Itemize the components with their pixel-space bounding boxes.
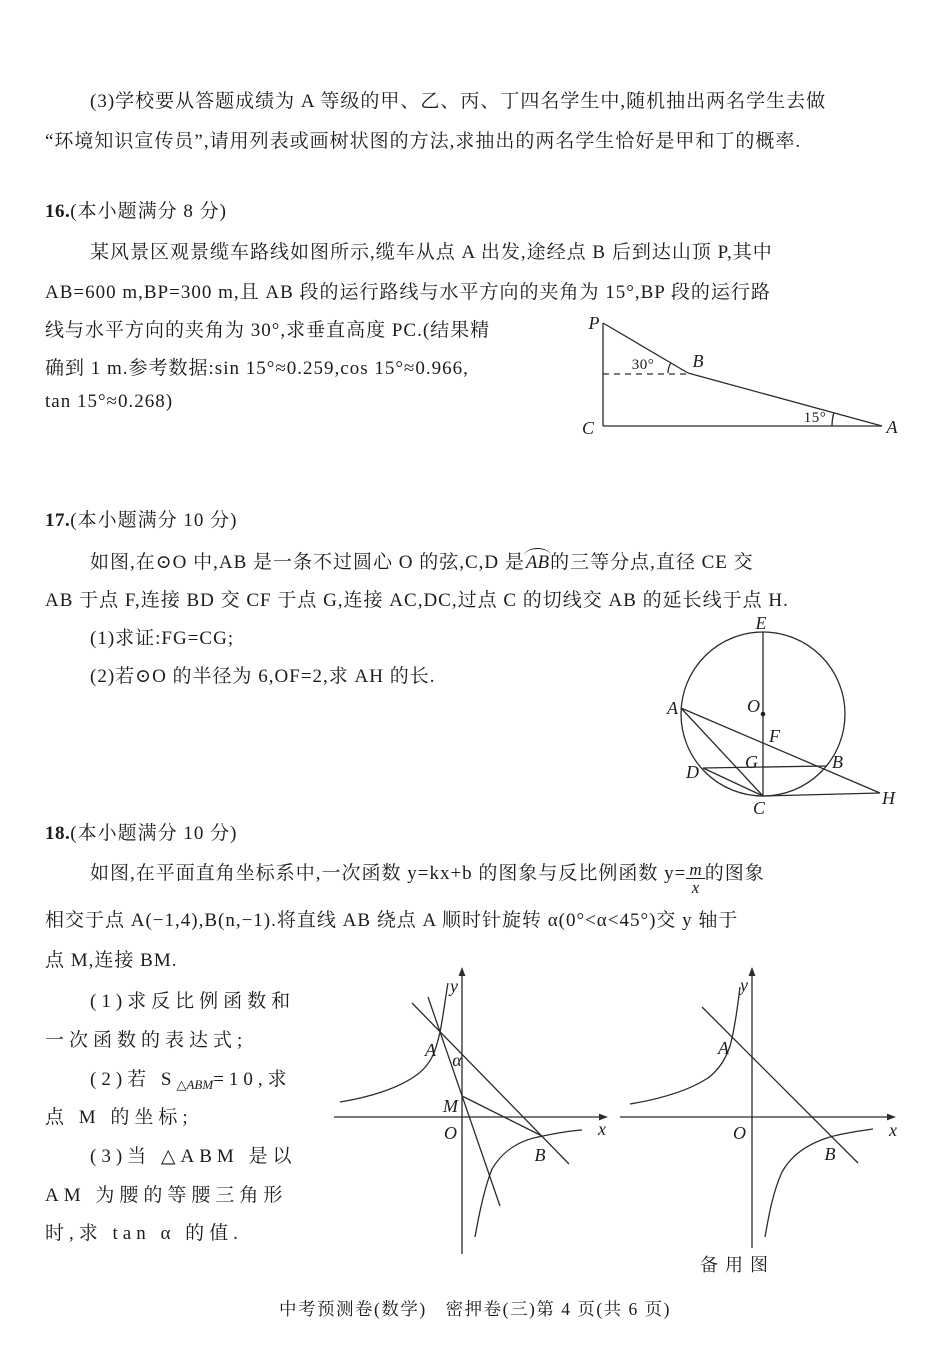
q18s-label-O: O [733, 1123, 746, 1143]
q18-frac-denominator: x [691, 878, 700, 898]
q17-line-DC [703, 768, 763, 796]
q16-angle-arc-A [832, 413, 834, 426]
q17-item2: (2)若⊙O 的半径为 6,OF=2,求 AH 的长. [90, 666, 436, 687]
q18-fraction-m-over-x [686, 861, 704, 898]
q16-label-C: C [581, 418, 595, 438]
q17-arc-AB: AB [525, 552, 550, 573]
q17-line1 [90, 547, 754, 574]
q18-score: (本小题满分 10 分) [70, 823, 238, 844]
q17-score: (本小题满分 10 分) [70, 510, 238, 531]
q18-item2a-post: =10,求 [213, 1069, 292, 1090]
q16-figure-triangle [575, 303, 905, 443]
q18-number: 18. [45, 823, 71, 844]
q17-line1-post: 的三等分点,直径 CE 交 [550, 552, 754, 573]
q18-line1-pre: 如图,在平面直角坐标系中,一次函数 y=kx+b 的图象与反比例函数 y= [90, 863, 687, 884]
q16-line-BA [688, 373, 882, 426]
q17-line-DB [703, 766, 826, 768]
q18-figure-spare [612, 962, 902, 1252]
q18m-label-B: B [534, 1145, 546, 1165]
q17-center-dot [761, 712, 766, 717]
q18-line2: 相交于点 A(−1,4),B(n,−1).将直线 AB 绕点 A 顺时针旋转 α(0°<α<45°)交 y 轴于 [45, 910, 739, 931]
q17-label-A: A [667, 698, 678, 718]
q18-item2a-pre: (2)若 S [90, 1069, 177, 1090]
q18-item3a: (3)当 △ABM 是以 [90, 1146, 297, 1167]
q18-figure-main [330, 962, 615, 1262]
q17-label-E: E [755, 613, 767, 633]
q18-item2a [90, 1064, 292, 1093]
q18-line1-post: 的图象 [704, 863, 765, 884]
q18s-label-B: B [824, 1144, 836, 1164]
q17-line-AH [681, 708, 880, 793]
q18m-label-x: x [598, 1119, 606, 1139]
q16-label-angle-15: 15° [803, 410, 827, 426]
q16-line1: 某风景区观景缆车路线如图所示,缆车从点 A 出发,途经点 B 后到达山顶 P,其中 [90, 242, 773, 263]
q16-line3: 线与水平方向的夹角为 30°,求垂直高度 PC.(结果精 [45, 320, 491, 341]
q18m-line-AB [412, 1003, 569, 1164]
q16-angle-arc-B [668, 363, 671, 373]
q17-label-C: C [752, 798, 766, 818]
q18m-hyperbola-quadrant4 [475, 1130, 582, 1237]
q18s-y-arrowhead [749, 967, 756, 976]
q18s-label-x: x [889, 1120, 897, 1140]
q18s-hyperbola-quadrant4 [765, 1129, 873, 1237]
q17-line1-pre: 如图,在⊙O 中,AB 是一条不过圆心 O 的弦,C,D 是 [90, 552, 525, 573]
q17-label-O: O [747, 696, 760, 716]
q17-figure-circle [628, 598, 918, 818]
q18s-label-A: A [718, 1038, 729, 1058]
q18m-label-O: O [444, 1123, 457, 1143]
q18m-label-M: M [443, 1096, 458, 1116]
q16-label-A: A [886, 417, 898, 437]
q16-header [45, 196, 227, 223]
q18s-label-y: y [740, 975, 748, 995]
q18-header [45, 818, 237, 845]
q15-line2: “环境知识宣传员”,请用列表或画树状图的方法,求抽出的两名学生恰好是甲和丁的概率. [45, 131, 802, 152]
q17-item1: (1)求证:FG=CG; [90, 628, 235, 649]
q18m-label-y: y [450, 976, 458, 996]
q17-label-H: H [882, 788, 895, 808]
q18-frac-numerator: m [686, 861, 704, 880]
q18-line3: 点 M,连接 BM. [45, 950, 178, 971]
q17-label-B: B [832, 752, 843, 772]
q16-score: (本小题满分 8 分) [70, 201, 227, 222]
q18-item2a-subscript: △ABM [176, 1077, 214, 1092]
q18-item2b: 点 M 的坐标; [45, 1107, 193, 1128]
q18-item1b: 一次函数的表达式; [45, 1030, 248, 1051]
q16-line5: tan 15°≈0.268) [45, 391, 174, 412]
q18-spare-caption: 备用图 [700, 1255, 775, 1275]
q16-line4: 确到 1 m.参考数据:sin 15°≈0.259,cos 15°≈0.966, [45, 358, 469, 379]
q18-item3c: 时,求 tan α 的值. [45, 1223, 243, 1244]
q18m-label-A: A [425, 1040, 436, 1060]
page-footer: 中考预测卷(数学) 密押卷(三)第 4 页(共 6 页) [279, 1299, 671, 1319]
q17-header [45, 505, 237, 532]
q17-number: 17. [45, 510, 71, 531]
q16-number: 16. [45, 201, 71, 222]
q18-item3b: AM 为腰的等腰三角形 [45, 1185, 288, 1206]
q18-line1 [90, 858, 765, 897]
q18s-line-AB [702, 1007, 858, 1163]
q15-line1: (3)学校要从答题成绩为 A 等级的甲、乙、丙、丁四名学生中,随机抽出两名学生去做 [90, 91, 827, 112]
q16-line2: AB=600 m,BP=300 m,且 AB 段的运行路线与水平方向的夹角为 15°,BP 段的运行路 [45, 282, 771, 303]
q17-label-D: D [686, 762, 699, 782]
q18-item1a: (1)求反比例函数和 [90, 991, 296, 1012]
q18m-y-arrowhead [459, 967, 466, 976]
q16-label-angle-30: 30° [631, 357, 655, 373]
q17-label-F: F [769, 726, 780, 746]
q18m-label-alpha: α [452, 1050, 462, 1070]
q16-label-B: B [692, 351, 704, 371]
q16-label-P: P [588, 313, 600, 333]
q17-line2: AB 于点 F,连接 BD 交 CF 于点 G,连接 AC,DC,过点 C 的切线交 AB 的延长线于点 H. [45, 590, 789, 611]
q17-label-G: G [745, 752, 758, 772]
